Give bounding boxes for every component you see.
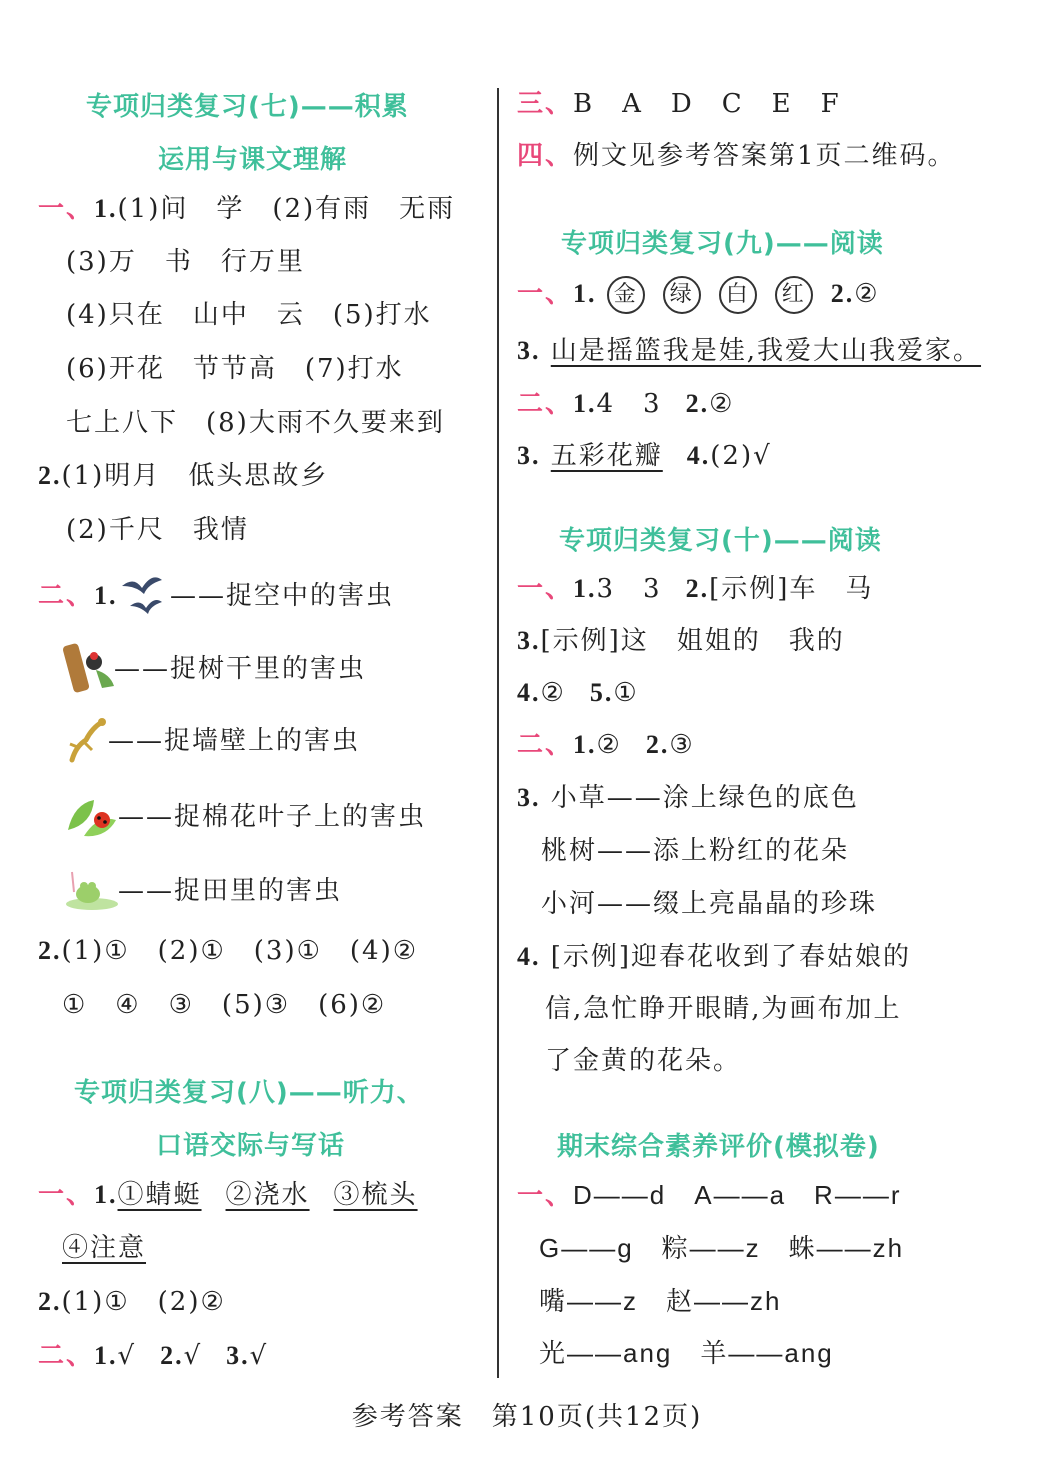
- section-7-title: 专项归类复习(七)——积累: [86, 92, 409, 122]
- q3-line3: 2.(1)① (2)②: [38, 1287, 226, 1317]
- r5-line1: 一、D——d A——a R——r: [517, 1180, 902, 1211]
- section-8-title: 专项归类复习(八)——听力、: [74, 1078, 424, 1108]
- r3-line2: 3.[示例]这 姐姐的 我的: [517, 626, 845, 656]
- swallow-icon: [114, 566, 166, 620]
- r3-line1: 一、1.3 3 2.[示例]车 马: [517, 574, 874, 604]
- r3-line3: 4.② 5.①: [517, 678, 639, 708]
- part-3-line: 三、B A D C E F: [517, 89, 841, 119]
- match-4: ——捉棉花叶子上的害虫: [118, 802, 427, 832]
- column-divider: [497, 88, 499, 1378]
- r5-line3: 嘴——z 赵——zh: [539, 1286, 782, 1316]
- section-9-title: 专项归类复习(九)——阅读: [561, 229, 884, 259]
- r4-line4: 小河——缀上亮晶晶的珍珠: [541, 889, 878, 919]
- page-footer: 参考答案 第10页(共12页): [351, 1402, 703, 1432]
- r4-line6: 信,急忙睁开眼睛,为画布加上: [545, 994, 902, 1024]
- gecko-icon: [62, 716, 108, 766]
- circled-char: 绿: [663, 276, 701, 314]
- section-8-title-cont: 口语交际与写话: [156, 1131, 346, 1161]
- r4-line7: 了金黄的花朵。: [545, 1046, 742, 1076]
- r2-line2: 3. 五彩花瓣 4.(2)√: [517, 441, 772, 471]
- r4-line2: 3. 小草——涂上绿色的底色: [517, 783, 859, 813]
- section-7-title-cont: 运用与课文理解: [158, 145, 348, 175]
- part-4-line: 四、例文见参考答案第1页二维码。: [517, 141, 956, 171]
- section-10-title: 专项归类复习(十)——阅读: [559, 526, 882, 556]
- q3-line1: 一、1.①蜻蜓 ②浇水 ③梳头: [38, 1180, 418, 1210]
- q2-line2: ① ④ ③ (5)③ (6)②: [62, 990, 387, 1020]
- circled-char: 红: [775, 276, 813, 314]
- match-3: ——捉墙壁上的害虫: [108, 726, 361, 756]
- q1-line6: 2.(1)明月 低头思故乡: [38, 461, 329, 491]
- r1-line1: 一、1. 金 绿 白 红 2.②: [517, 276, 880, 314]
- q1-line1: 一、1.(1)问 学 (2)有雨 无雨: [38, 194, 456, 224]
- final-exam-title: 期末综合素养评价(模拟卷): [557, 1132, 880, 1162]
- r5-line2: G——g 粽——z 蛛——zh: [539, 1233, 905, 1263]
- match-5: ——捉田里的害虫: [118, 876, 343, 906]
- q1-line3: (4)只在 山中 云 (5)打水: [66, 300, 432, 330]
- q4-line: 二、1.√ 2.√ 3.√: [38, 1341, 269, 1371]
- q1-line7: (2)千尺 我情: [66, 515, 249, 545]
- q1-line5: 七上八下 (8)大雨不久要来到: [66, 408, 445, 438]
- ladybug-leaf-icon: [64, 790, 118, 840]
- q1-line4: (6)开花 节节高 (7)打水: [66, 354, 404, 384]
- r1-line2: 3. 山是摇篮我是娃,我爱大山我爱家。: [517, 336, 982, 366]
- r4-line3: 桃树——添上粉红的花朵: [541, 836, 850, 866]
- circled-char: 金: [607, 276, 645, 314]
- frog-icon: [64, 866, 120, 912]
- q2-line1: 2.(1)① (2)① (3)① (4)②: [38, 936, 419, 966]
- q1-line2: (3)万 书 行万里: [66, 247, 305, 277]
- r5-line4: 光——ang 羊——ang: [539, 1338, 834, 1368]
- q3-line2: ④注意: [62, 1233, 147, 1263]
- r2-line1: 二、1.4 3 2.②: [517, 389, 735, 419]
- match-1: ——捉空中的害虫: [170, 581, 395, 611]
- r4-line1: 二、1.② 2.③: [517, 730, 695, 760]
- woodpecker-icon: [62, 640, 118, 694]
- q2-header: 二、1.: [38, 581, 118, 611]
- match-2: ——捉树干里的害虫: [114, 654, 367, 684]
- r4-line5: 4. [示例]迎春花收到了春姑娘的: [517, 942, 912, 972]
- circled-char: 白: [719, 276, 757, 314]
